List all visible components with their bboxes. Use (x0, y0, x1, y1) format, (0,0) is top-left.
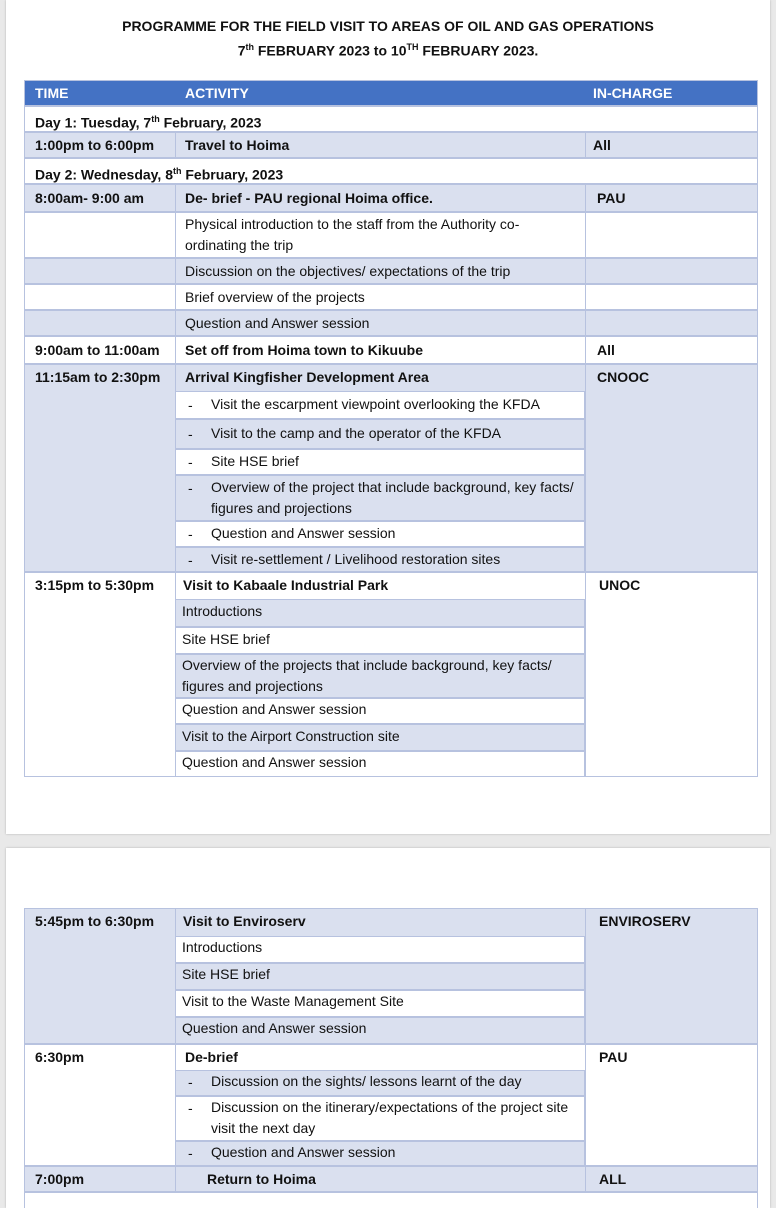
sub-item-box: Question and Answer session (175, 751, 585, 777)
row-activity: De-brief (185, 1049, 238, 1065)
bullet-item: - Visit the escarpment viewpoint overlooking the KFDA (175, 391, 585, 419)
row-in-charge: UNOC (599, 577, 641, 593)
row-activity: De- brief - PAU regional Hoima office. (185, 190, 433, 206)
row-in-charge: All (593, 137, 611, 153)
page-2 (6, 848, 770, 1208)
row-time: 11:15am to 2:30pm (35, 369, 161, 385)
sub-item-box: Site HSE brief (175, 963, 585, 990)
sub-item: Brief overview of the projects (185, 289, 365, 305)
page-1 (6, 0, 770, 834)
bullet-item: - Question and Answer session (175, 521, 585, 547)
sub-item-box: Overview of the projects that include background, key facts/ figures and projections (175, 654, 585, 698)
row-time: 6:30pm (35, 1049, 85, 1065)
row-time: 8:00am- 9:00 am (35, 190, 144, 206)
day-2-row (24, 158, 758, 184)
row-activity: Visit to Kabaale Industrial Park (183, 577, 389, 593)
sub-item-box: Introductions (175, 599, 585, 627)
doc-title-line1: PROGRAMME FOR THE FIELD VISIT TO AREAS OF OIL AND GAS OPERATIONS (122, 18, 654, 34)
row-activity: Travel to Hoima (185, 137, 290, 153)
sub-item-box: Introductions (175, 936, 585, 963)
sub-item: Discussion on the objectives/ expectations of the trip (185, 263, 511, 279)
sub-item-box: Question and Answer session (175, 698, 585, 724)
row-in-charge: ALL (599, 1171, 627, 1187)
header-time: TIME (35, 85, 69, 101)
row-time: 9:00am to 11:00am (35, 342, 160, 358)
row-time: 5:45pm to 6:30pm (35, 913, 155, 929)
row-activity: Visit to Enviroserv (183, 913, 306, 929)
sub-item-box: Visit to the Waste Management Site (175, 990, 585, 1017)
day-1-row (24, 106, 758, 132)
sub-item-row (24, 310, 758, 336)
day-2-label: Day 2: Wednesday, 8th February, 2023 (35, 166, 284, 183)
bullet-item: - Overview of the project that include background, key facts/ figures and projections (175, 475, 585, 521)
bullet-item: - Question and Answer session (175, 1141, 585, 1166)
schedule-row (24, 336, 758, 364)
header-activity: ACTIVITY (185, 85, 249, 101)
row-time: 1:00pm to 6:00pm (35, 137, 155, 153)
row-in-charge: ENVIROSERV (599, 913, 691, 929)
bullet-item: - Visit re-settlement / Livelihood restoration sites (175, 547, 585, 572)
schedule-row (24, 1166, 758, 1192)
day-1-label: Day 1: Tuesday, 7th February, 2023 (35, 114, 262, 131)
sub-item: Physical introduction to the staff from the Authority co-ordinating the trip (185, 216, 520, 253)
schedule-row-partial (24, 1192, 758, 1208)
row-time: 7:00pm (35, 1171, 85, 1187)
bullet-item: - Site HSE brief (175, 449, 585, 475)
row-activity: Set off from Hoima town to Kikuube (185, 342, 423, 358)
sub-item-box: Site HSE brief (175, 627, 585, 654)
schedule-row (24, 132, 758, 158)
sub-item: Question and Answer session (185, 315, 370, 331)
table-header (24, 80, 758, 106)
bullet-item: - Discussion on the itinerary/expectations of the project site visit the next day (175, 1096, 585, 1141)
row-in-charge: PAU (597, 190, 626, 206)
sub-item-box: Question and Answer session (175, 1017, 585, 1044)
bullet-item: - Discussion on the sights/ lessons learnt of the day (175, 1070, 585, 1096)
header-in-charge: IN-CHARGE (593, 85, 673, 101)
doc-title-line2: 7th FEBRUARY 2023 to 10TH FEBRUARY 2023. (237, 42, 539, 59)
sub-item-row (24, 258, 758, 284)
schedule-row (24, 184, 758, 212)
row-in-charge: All (597, 342, 615, 358)
sub-item-box: Visit to the Airport Construction site (175, 724, 585, 751)
row-activity: Arrival Kingfisher Development Area (185, 369, 429, 385)
sub-item-row (24, 284, 758, 310)
row-activity: Return to Hoima (207, 1171, 316, 1187)
row-in-charge: PAU (599, 1049, 628, 1065)
row-time: 3:15pm to 5:30pm (35, 577, 155, 593)
bullet-item: - Visit to the camp and the operator of the KFDA (175, 419, 585, 449)
row-in-charge: CNOOC (597, 369, 650, 385)
sub-item-row (24, 212, 758, 258)
